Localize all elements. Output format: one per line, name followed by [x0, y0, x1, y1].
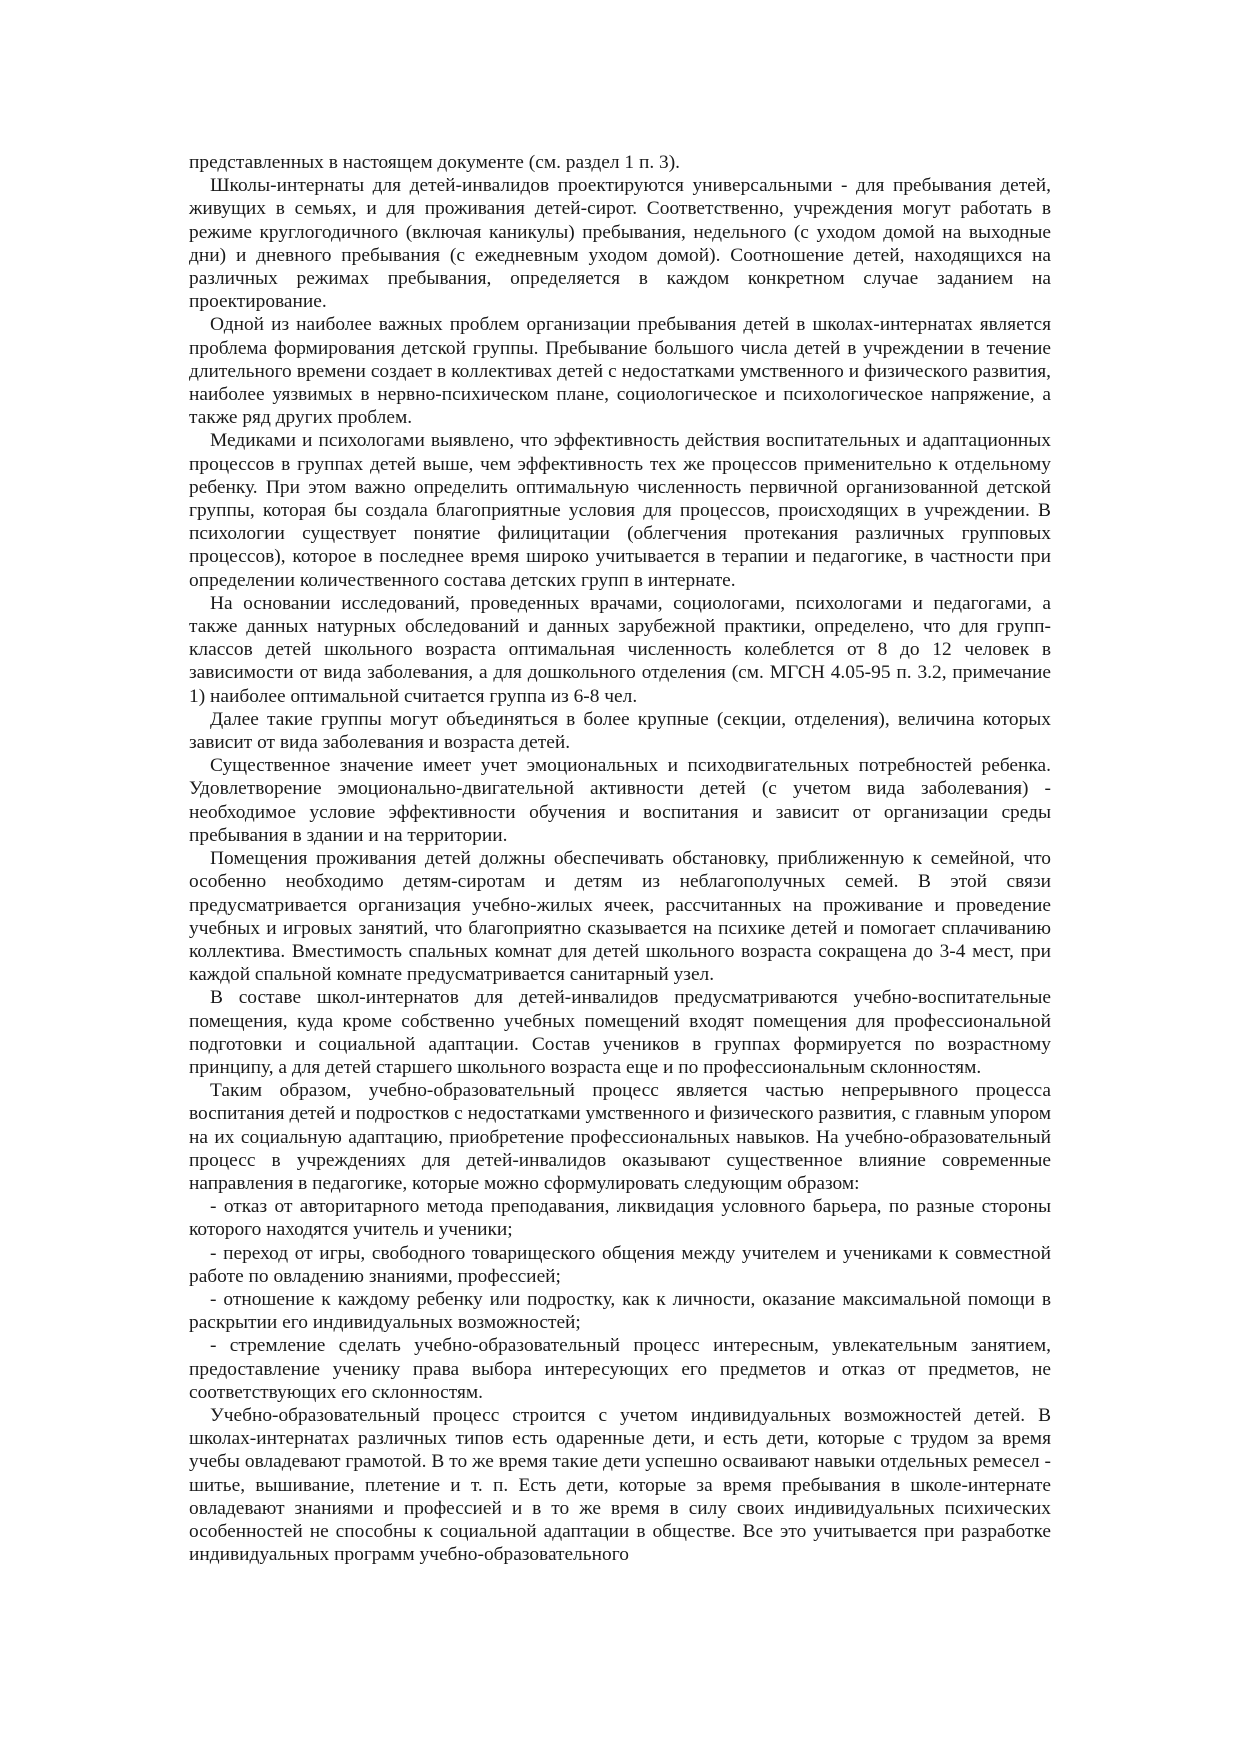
paragraph: Учебно-образовательный процесс строится с учетом индивидуальных возможностей детей. В школах-интернатах различных типов есть одаренные дети, и есть дети, которые с трудом за время учебы овладевают грамотой. В то же время такие дети успешно осваивают навыки отдельных ремесел - шитье, вышивание, плетение и т. п. Есть дети, которые за время пребывания в школе-интернате овладевают знаниями и профессией и в то же время в силу своих индивидуальных психических особенностей не способны к социальной адаптации в обществе. Все это учитывается при разработке индивидуальных программ учебно-образовательного: [189, 1404, 1051, 1566]
list-item: - отношение к каждому ребенку или подростку, как к личности, оказание максимальной помощи в раскрытии его индивидуальных возможностей;: [189, 1288, 1051, 1334]
paragraph: Одной из наиболее важных проблем организации пребывания детей в школах-интернатах является проблема формирования детской группы. Пребывание большого числа детей в учреждении в течение длительного времени создает в коллективах детей с недостатками умственного и физического развития, наиболее уязвимых в нервно-психическом плане, социологическое и психологическое напряжение, а также ряд других проблем.: [189, 314, 1051, 429]
paragraph: Существенное значение имеет учет эмоциональных и психодвигательных потребностей ребенка. Удовлетворение эмоционально-двигательной активности детей (с учетом вида заболевания) - необходимое условие эффективности обучения и воспитания и зависит от организации среды пребывания в здании и на территории.: [189, 755, 1051, 846]
list-item: - отказ от авторитарного метода преподавания, ликвидация условного барьера, по разные стороны которого находятся учитель и ученики;: [189, 1196, 1051, 1241]
paragraph: Помещения проживания детей должны обеспечивать обстановку, приближенную к семейной, что особенно необходимо детям-сиротам и детям из неблагополучных семей. В этой связи предусматривается организация учебно-жилых ячеек, рассчитанных на проживание и проведение учебных и игровых занятий, что благоприятно сказывается на психике детей и помогает сплачиванию коллектива. Вместимость спальных комнат для детей школьного возраста сокращена до 3-4 мест, при каждой спальной комнате предусматривается санитарный узел.: [189, 848, 1051, 986]
document-body: [189, 151, 1051, 1566]
paragraph: Далее такие группы могут объединяться в более крупные (секции, отделения), величина которых зависит от вида заболевания и возраста детей.: [189, 708, 1051, 754]
list-item: - стремление сделать учебно-образовательный процесс интересным, увлекательным занятием, предоставление ученику права выбора интересующих его предметов и отказ от предметов, не соответствующих его склонностям.: [189, 1335, 1051, 1403]
paragraph: Медиками и психологами выявлено, что эффективность действия воспитательных и адаптационных процессов в группах детей выше, чем эффективность тех же процессов применительно к отдельному ребенку. При этом важно определить оптимальную численность первичной организованной детской группы, которая бы создала благоприятные условия для процессов, происходящих в учреждении. В психологии существует понятие филицитации (облегчения протекания различных групповых процессов), которое в последнее время широко учитывается в терапии и педагогике, в частности при определении количественного состава детских групп в интернате.: [189, 430, 1051, 591]
paragraph: представленных в настоящем документе (см. раздел 1 п. 3).: [189, 152, 681, 173]
paragraph: Школы-интернаты для детей-инвалидов проектируются универсальными - для пребывания детей, живущих в семьях, и для проживания детей-сирот. Соответственно, учреждения могут работать в режиме круглогодичного (включая каникулы) пребывания, недельного (с уходом домой на выходные дни) и дневного пребывания (с ежедневным уходом домой). Соотношение детей, находящихся на различных режимах пребывания, определяется в каждом конкретном случае заданием на проектирование.: [189, 175, 1051, 313]
paragraph: На основании исследований, проведенных врачами, социологами, психологами и педагогами, а также данных натурных обследований и данных зарубежной практики, определено, что для групп-классов детей школьного возраста оптимальная численность колеблется от 8 до 12 человек в зависимости от вида заболевания, а для дошкольного отделения (см. МГСН 4.05-95 п. 3.2, примечание 1) наиболее оптимальной считается группа из 6-8 чел.: [189, 592, 1051, 707]
list-item: - переход от игры, свободного товарищеского общения между учителем и учениками к совместной работе по овладению знаниями, профессией;: [189, 1242, 1051, 1287]
paragraph: Таким образом, учебно-образовательный процесс является частью непрерывного процесса воспитания детей и подростков с недостатками умственного и физического развития, с главным упором на их социальную адаптацию, приобретение профессиональных навыков. На учебно-образовательный процесс в учреждениях для детей-инвалидов оказывают существенное влияние современные направления в педагогике, которые можно сформулировать следующим образом:: [189, 1080, 1051, 1194]
paragraph: В составе школ-интернатов для детей-инвалидов предусматриваются учебно-воспитательные помещения, куда кроме собственно учебных помещений входят помещения для профессиональной подготовки и социальной адаптации. Состав учеников в группах формируется по возрастному принципу, а для детей старшего школьного возраста еще и по профессиональным склонностям.: [189, 987, 1051, 1078]
